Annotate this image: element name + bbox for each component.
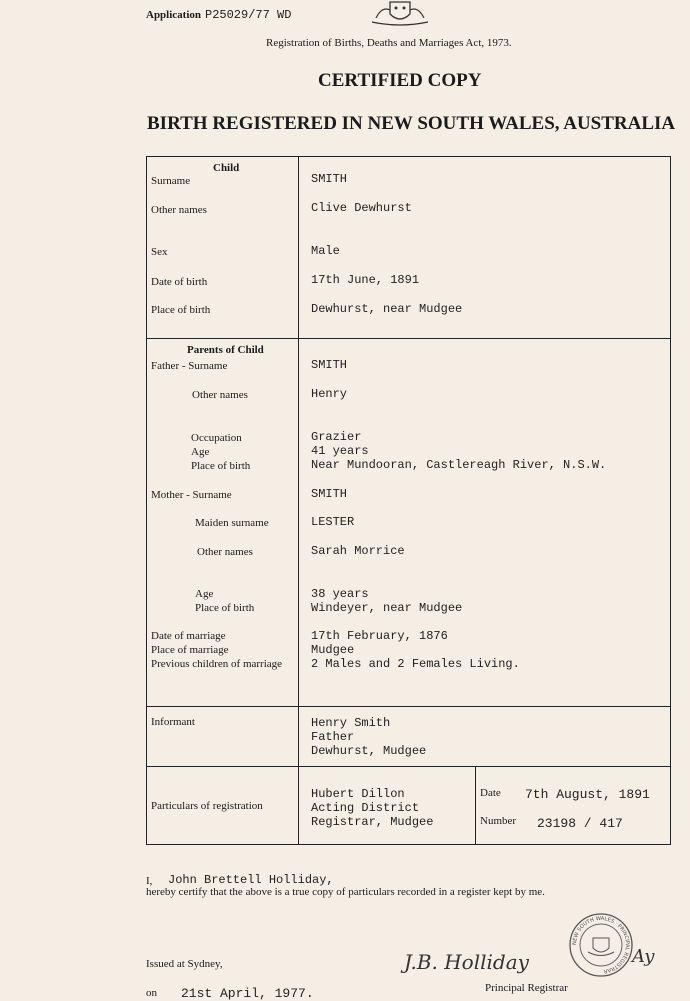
- pob-label: Place of birth: [151, 304, 211, 316]
- registration-label: Particulars of registration: [151, 800, 263, 812]
- application-number: P25029/77 WD: [205, 8, 292, 22]
- mother-surname: SMITH: [311, 487, 348, 501]
- registrar-line-2: Acting District: [311, 801, 420, 815]
- mother-maiden-surname: LESTER: [311, 515, 355, 529]
- occupation-label: Occupation: [191, 432, 242, 444]
- registration-number: 23198 / 417: [537, 816, 623, 831]
- mother-other-names: Sarah Morrice: [311, 544, 405, 558]
- certifier-name: John Brettell Holliday,: [168, 873, 334, 887]
- previous-children: 2 Males and 2 Females Living.: [311, 657, 520, 671]
- father-other-names: Henry: [311, 387, 348, 401]
- mother-other-names-label: Other names: [197, 546, 253, 558]
- father-age: 41 years: [311, 444, 369, 458]
- registration-number-label: Number: [480, 815, 517, 827]
- certify-prefix: I,: [146, 875, 153, 887]
- issued-on-label: on: [146, 987, 157, 999]
- father-other-names-label: Other names: [192, 389, 248, 401]
- mother-pob: Windeyer, near Mudgee: [311, 601, 463, 615]
- father-pob: Near Mundooran, Castlereagh River, N.S.W.: [311, 458, 607, 472]
- dob-label: Date of birth: [151, 276, 208, 288]
- seal-text: NEW SOUTH WALES · PRINCIPAL REGISTRAR: [571, 915, 631, 974]
- informant-line-3: Dewhurst, Mudgee: [311, 744, 427, 758]
- issued-at-label: Issued at Sydney,: [146, 958, 223, 970]
- registration-date: 7th August, 1891: [525, 787, 650, 802]
- mother-age: 38 years: [311, 587, 369, 601]
- child-other-names: Clive Dewhurst: [311, 201, 412, 215]
- other-names-label: Other names: [151, 204, 207, 216]
- registrar-initials-icon: Ay: [632, 946, 655, 967]
- father-age-label: Age: [191, 446, 210, 458]
- act-reference: Registration of Births, Deaths and Marriages Act, 1973.: [266, 37, 512, 49]
- maiden-surname-label: Maiden surname: [195, 517, 269, 529]
- certification-statement: hereby certify that the above is a true copy of particulars recorded in a register kept by me.: [146, 886, 545, 898]
- informant-line-1: Henry Smith: [311, 716, 391, 730]
- coat-of-arms-icon: [368, 0, 432, 26]
- page-subtitle: BIRTH REGISTERED IN NEW SOUTH WALES, AUSTRALIA: [147, 113, 676, 134]
- issue-date: 21st April, 1977.: [181, 986, 314, 1001]
- father-occupation: Grazier: [311, 430, 362, 444]
- mother-pob-label: Place of birth: [195, 602, 255, 614]
- previous-children-label: Previous children of marriage: [151, 658, 283, 670]
- father-pob-label: Place of birth: [191, 460, 251, 472]
- child-surname: SMITH: [311, 172, 348, 186]
- registrar-signature: J.B. Holliday: [404, 950, 529, 974]
- marriage-place: Mudgee: [311, 643, 355, 657]
- registration-date-label: Date: [480, 787, 501, 799]
- registrar-title: Principal Registrar: [485, 982, 568, 994]
- sex-label: Sex: [151, 246, 168, 258]
- informant-label: Informant: [151, 716, 195, 728]
- application-label: Application: [146, 9, 202, 21]
- registrar-line-1: Hubert Dillon: [311, 787, 405, 801]
- mother-surname-label: Mother - Surname: [151, 489, 232, 501]
- registrar-seal-icon: [568, 912, 634, 978]
- child-dob: 17th June, 1891: [311, 273, 420, 287]
- child-sex: Male: [311, 244, 340, 258]
- informant-line-2: Father: [311, 730, 355, 744]
- father-surname-label: Father - Surname: [151, 360, 228, 372]
- marriage-date-label: Date of marriage: [151, 630, 226, 642]
- parents-heading: Parents of Child: [187, 344, 264, 356]
- marriage-place-label: Place of marriage: [151, 644, 229, 656]
- child-pob: Dewhurst, near Mudgee: [311, 302, 463, 316]
- page-title: CERTIFIED COPY: [318, 70, 482, 91]
- mother-age-label: Age: [195, 588, 214, 600]
- surname-label: Surname: [151, 175, 191, 187]
- father-surname: SMITH: [311, 358, 348, 372]
- child-heading: Child: [213, 162, 240, 174]
- marriage-date: 17th February, 1876: [311, 629, 448, 643]
- svg-text:NEW SOUTH WALES · PRINCIPAL RE: [572, 916, 630, 974]
- registrar-line-3: Registrar, Mudgee: [311, 815, 434, 829]
